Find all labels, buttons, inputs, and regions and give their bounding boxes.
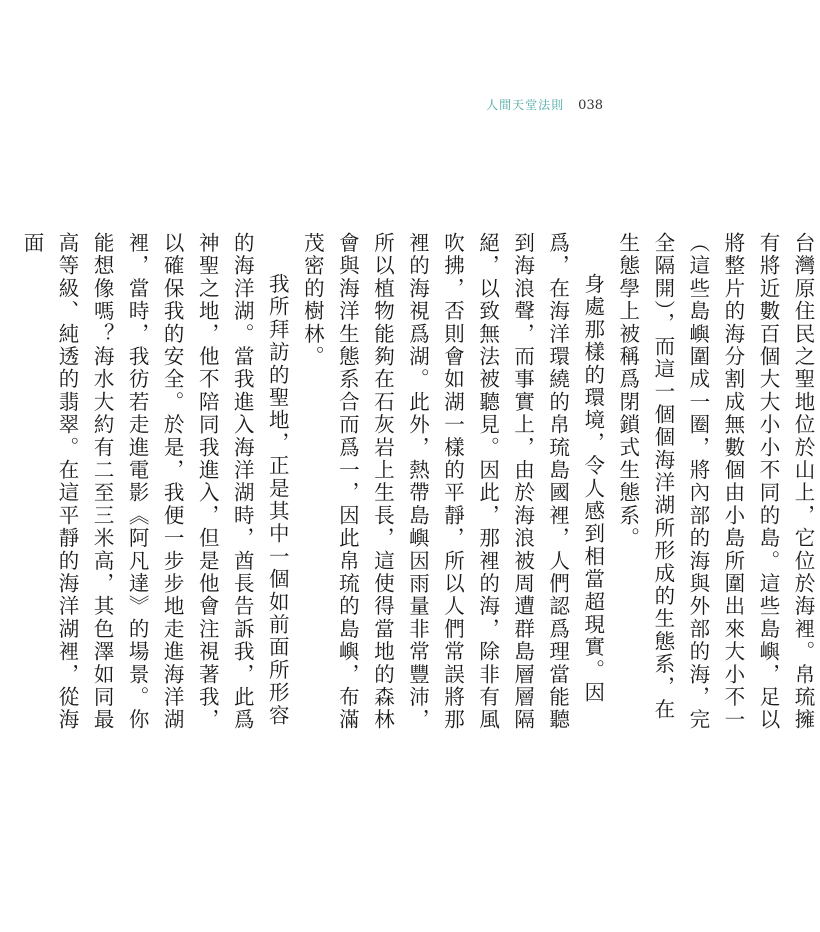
paragraph-1: 台灣原住民之聖地位於山上，它位於海裡。帛琉擁有將近數百個大大小小不同的島。這些島嶼，足以將整片的海分割成無數個由小島所圍出來大小不一（這些島嶼圍成一圈，將內部的海與外部的海，完全隔開），而這一個個海洋湖所形成的生態系，在生態學上被稱爲閉鎖式生態系。 — [615, 232, 815, 732]
running-header — [486, 96, 603, 113]
book-title: 人間天堂法則 — [486, 98, 565, 112]
paragraph-3: 我所拜訪的聖地，正是其中一個如前面所形容的海洋湖。當我進入海洋湖時，酋長告訴我，此爲神聖之地，他不陪同我進入，但是他會注視著我，以確保我的安全。於是，我便一步步地走進海洋湖裡，當時，我彷若走進電影《阿凡達》的場景。你能想像嗎？海水大約有二至三米高，其色澤如同最高等級、純透的翡翠。在這平靜的海洋湖裡，從海面 — [19, 232, 290, 732]
body-text — [19, 232, 820, 732]
paragraph-2: 身處那樣的環境，令人感到相當超現實。因爲，在海洋環繞的帛琉島國裡，人們認爲理當能聽到海浪聲，而事實上，由於海浪被周遭群島層層隔絕，以致無法被聽見。因此，那裡的海，除非有風吹拂，否則會如湖一樣的平靜，所以人們常誤將那裡的海視爲湖。此外，熱帶島嶼因雨量非常豐沛，所以植物能夠在石灰岩上生長，這使得當地的森林會與海洋生態系合而爲一，因此帛琉的島嶼，布滿茂密的樹林。 — [300, 232, 605, 732]
page-number: 038 — [578, 98, 603, 113]
